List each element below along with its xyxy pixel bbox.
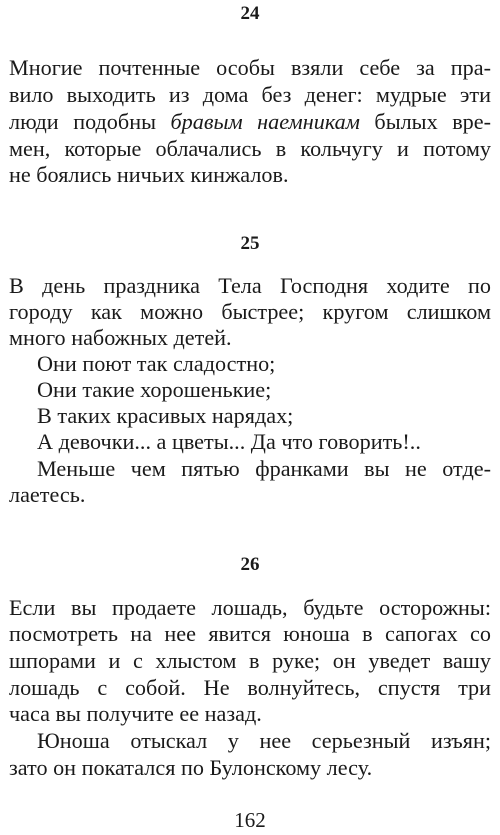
section-24-line-3 [9, 109, 491, 135]
section-26-line-3: шпорами и с хлыстом в руке; он уведет вашу [9, 648, 491, 673]
section-26-line-7: зато он покатался по Булонскому лесу. [9, 755, 373, 780]
section-number-24: 24 [240, 3, 260, 24]
section-25-line-6: В таких красивых нарядах; [37, 403, 294, 428]
section-26-line-1: Если вы продаете лошадь, будьте осторожны: [9, 595, 491, 620]
section-number-25: 25 [240, 233, 260, 254]
section-26-line-5: часа вы получите ее назад. [9, 701, 262, 726]
section-24-line-3-b: былых вре- [359, 109, 492, 134]
section-25-line-7: А девочки... а цветы... Да что говорить!.. [37, 429, 421, 454]
section-26-line-2: посмотреть на нее явится юноша в сапогах со [9, 621, 491, 646]
section-24-line-5: не боялись ничьих кинжалов. [9, 162, 289, 187]
section-26-line-6: Юноша отыскал у нее серьезный изъян; [37, 728, 491, 753]
section-25-line-5: Они такие хорошенькие; [37, 377, 272, 402]
page-number: 162 [234, 808, 266, 832]
section-25-line-3: много набожных детей. [9, 325, 232, 350]
section-24-line-2: вило выходить из дома без денег: мудрые эти [9, 82, 491, 107]
section-24-line-3-a: люди подобны [9, 109, 171, 134]
section-24-line-4: мен, которые облачались в кольчугу и потому [9, 136, 491, 161]
section-25-line-2: городу как можно быстрее; кругом слишком [9, 299, 491, 324]
italic-phrase: бравым наемникам [170, 109, 360, 134]
section-25-line-4: Они поют так сладостно; [37, 351, 276, 376]
section-number-26: 26 [240, 554, 260, 575]
section-25-line-9: лаетесь. [9, 482, 86, 507]
section-25-line-1: В день праздника Тела Господня ходите по [9, 273, 491, 298]
section-24-line-1: Многие почтенные особы взяли себе за пра- [9, 55, 491, 80]
section-25-line-8: Меньше чем пятью франками вы не отде- [37, 456, 491, 481]
section-26-line-4: лошадь с собой. Не волнуйтесь, спустя три [9, 675, 491, 700]
